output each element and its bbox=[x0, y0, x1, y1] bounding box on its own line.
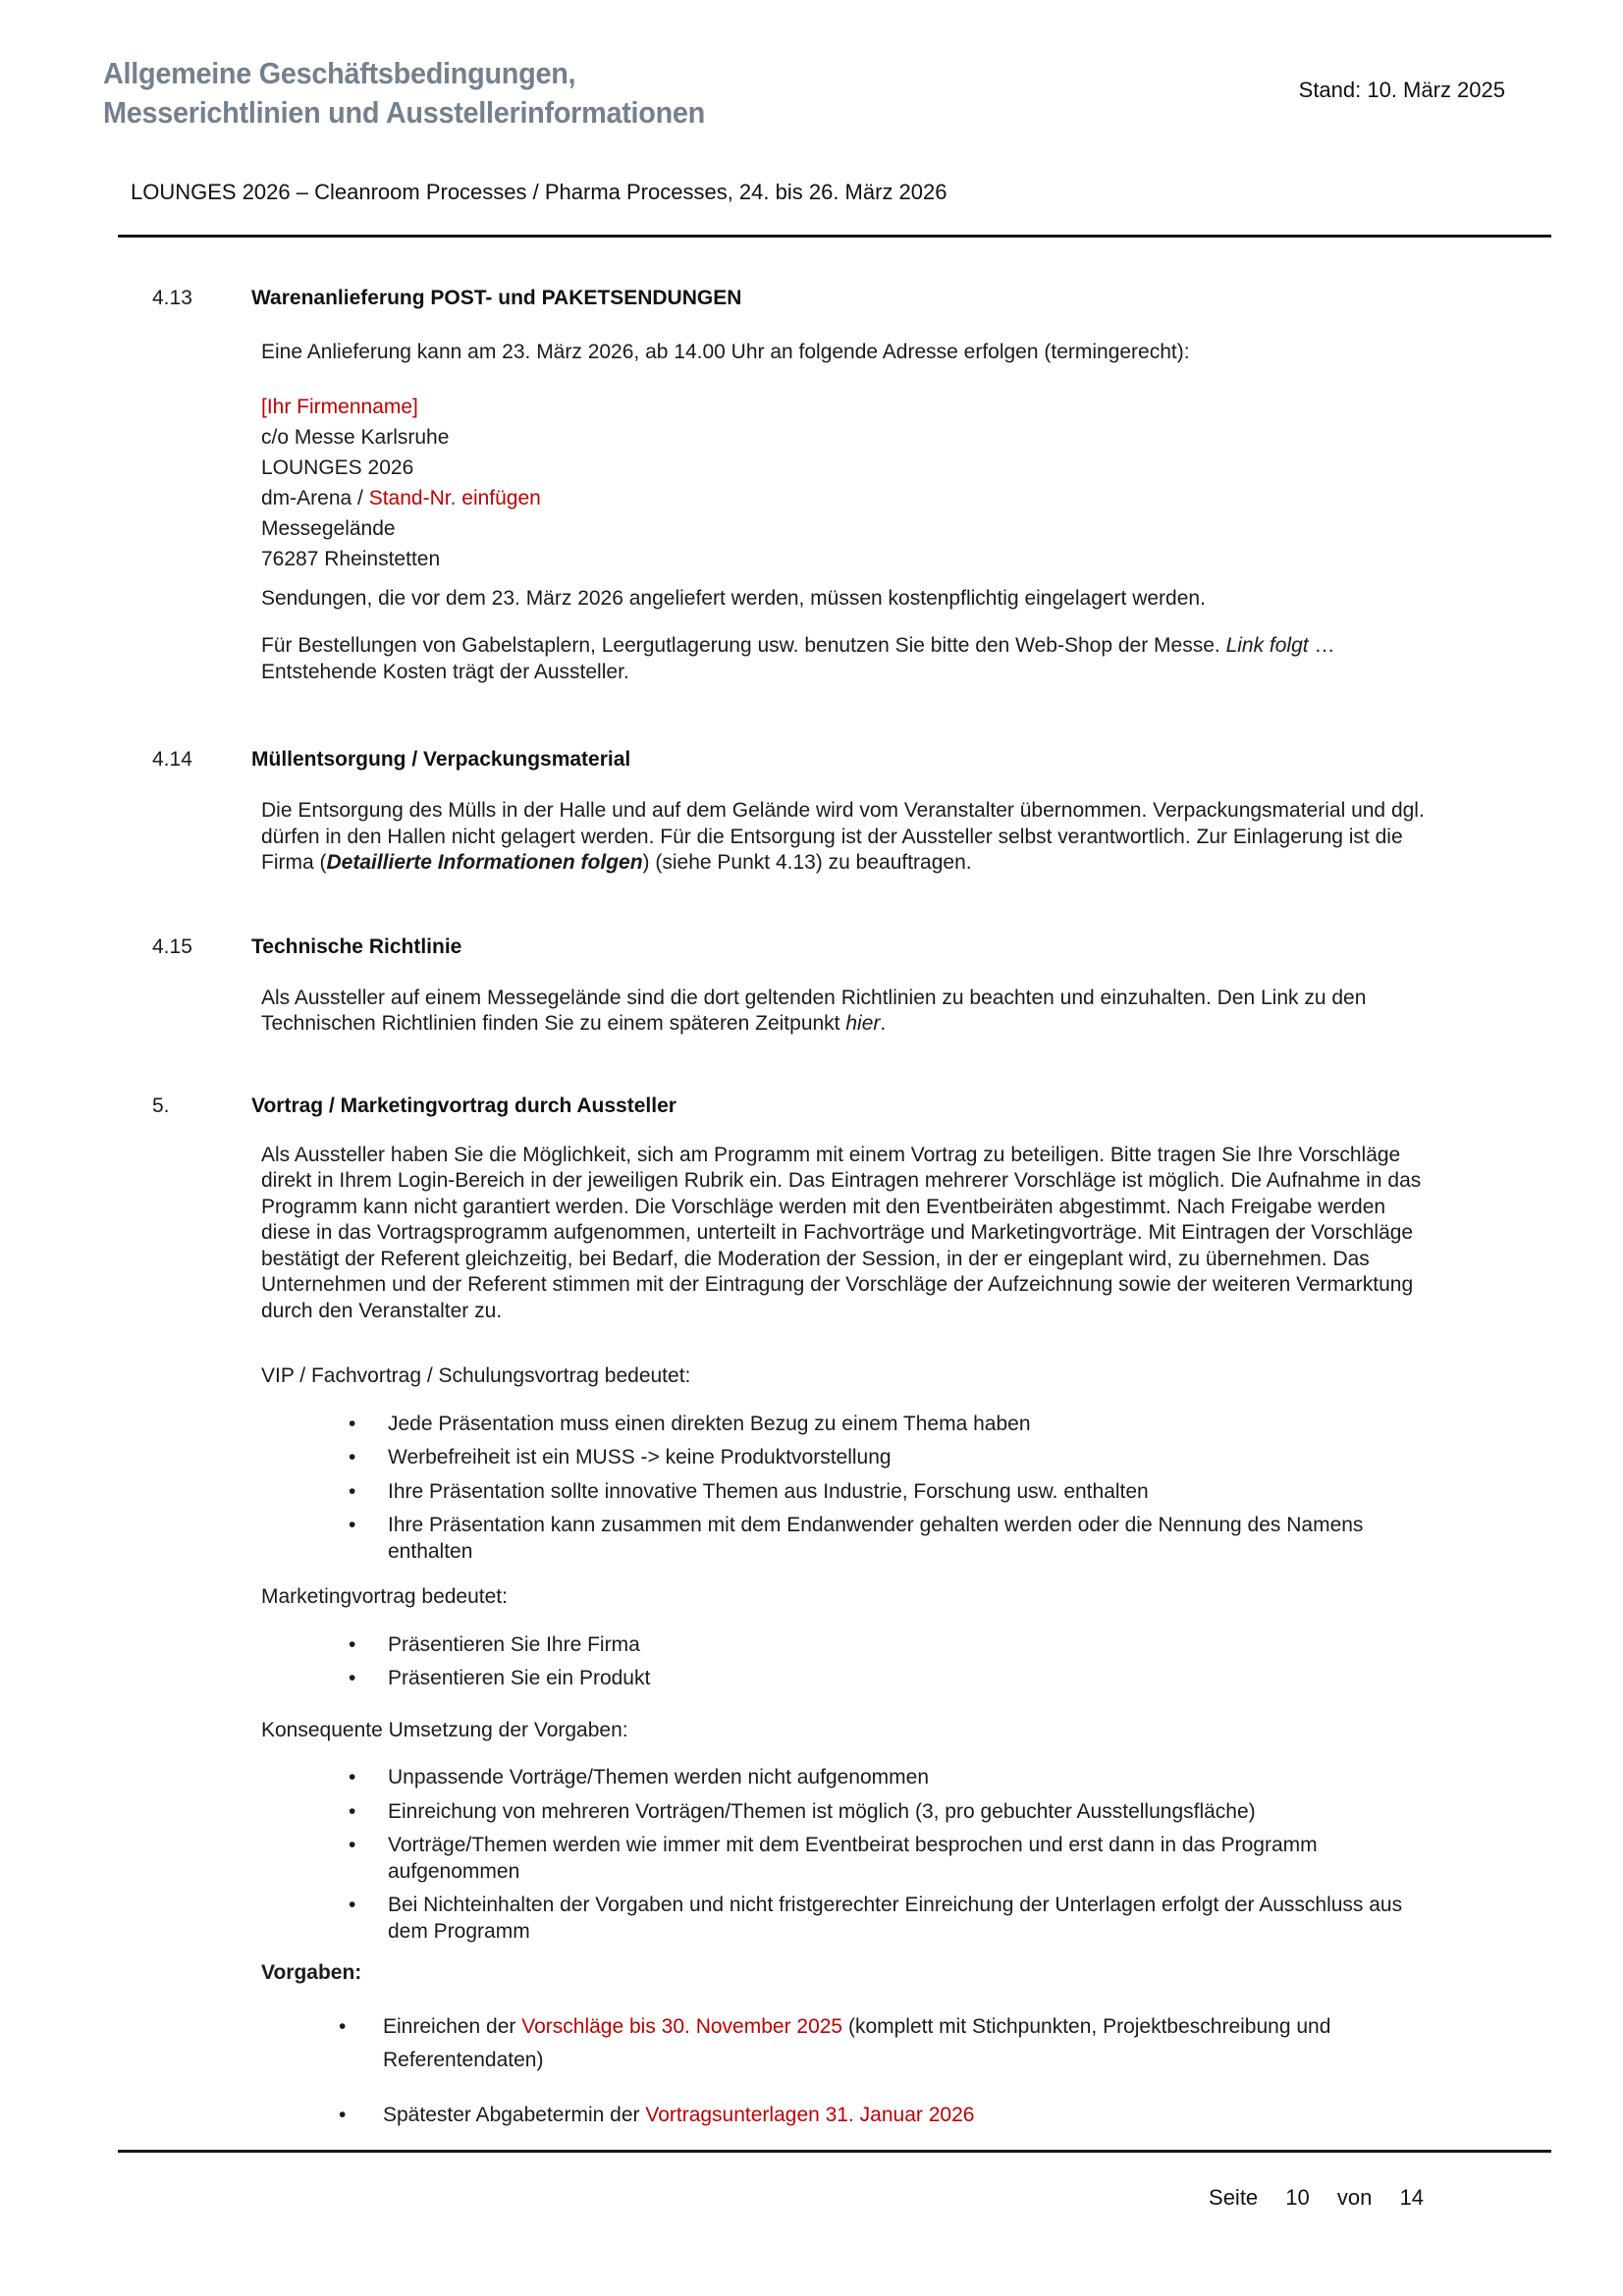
footer-page-label: Seite bbox=[1209, 2185, 1259, 2210]
title-line-1: Allgemeine Geschäftsbedingungen, bbox=[103, 56, 576, 90]
list-item: • Jede Präsentation muss einen direkten Bezug zu einem Thema haben bbox=[261, 1412, 1427, 1438]
address-line bbox=[261, 483, 1427, 513]
document-body bbox=[152, 285, 1427, 2132]
list-item bbox=[261, 2010, 1427, 2077]
list-item: • Präsentieren Sie Ihre Firma bbox=[261, 1632, 1427, 1659]
list-item bbox=[261, 2099, 1427, 2132]
address-line: 76287 Rheinstetten bbox=[261, 547, 441, 570]
umsetzung-bullet-list bbox=[261, 1765, 1427, 1945]
footer-page-number: 10 bbox=[1285, 2185, 1310, 2210]
address-line: c/o Messe Karlsruhe bbox=[261, 425, 450, 449]
list-item: • Ihre Präsentation sollte innovative Themen aus Industrie, Forschung usw. enthalten bbox=[261, 1479, 1427, 1506]
event-info-line: LOUNGES 2026 – Cleanroom Processes / Pharma Processes, 24. bis 26. März 2026 bbox=[131, 180, 947, 204]
section-body bbox=[251, 934, 1427, 1038]
title-line-2: Messerichtlinien und Ausstellerinformationen bbox=[103, 95, 706, 130]
section-number: 5. bbox=[152, 1094, 170, 1117]
bullet-text: Einreichen der bbox=[383, 2014, 522, 2038]
bullet-text: (komplett mit Stichpunkten, Projektbeschreibung und Referentendaten) bbox=[383, 2014, 1331, 2071]
section-4-13 bbox=[152, 285, 1427, 685]
section-heading: Vortrag / Marketingvortrag durch Aussteller bbox=[251, 1094, 676, 1117]
section-5 bbox=[152, 1093, 1427, 2132]
document-title bbox=[103, 54, 705, 133]
footer-divider bbox=[118, 2150, 1551, 2153]
section-number: 4.13 bbox=[152, 287, 192, 309]
section-heading: Technische Richtlinie bbox=[251, 934, 462, 958]
list-item: • Vorträge/Themen werden wie immer mit dem Eventbeirat besprochen und erst dann in das Programm aufgenommen bbox=[261, 1833, 1427, 1885]
paragraph-text: Als Aussteller auf einem Messegelände sind die dort geltenden Richtlinien zu beachten und einzuhalten. Den Link zu den Technischen Richtlinien finden Sie zu einem späteren Zeitpunkt bbox=[261, 986, 1367, 1035]
paragraph: Als Aussteller haben Sie die Möglichkeit, sich am Programm mit einem Vortrag zu beteiligen. Bitte tragen Sie Ihre Vorschläge direkt in Ihrem Login-Bereich in der jeweiligen Rubrik ein. Das Eintragen mehrerer Vorschläge ist möglich. Die Aufnahme in das Programm kann nicht garantiert werden. Die Vorschläge werden mit den Eventbeiräten abgestimmt. Nach Freigabe werden diese in das Vortragsprogramm aufgenommen, unterteilt in Fachvorträge und Marketingvorträge. Mit Eintragen der Vorschläge bestätigt der Referent gleichzeitig, bei Bedarf, die Moderation der Session, in der er eingeplant wird, zu übernehmen. Das Unternehmen und der Referent stimmen mit der Eintragung der Vorschläge der Aufzeichnung sowie der weiteren Vermarktung durch den Veranstalter zu. bbox=[261, 1143, 1422, 1322]
vorgaben-label: Vorgaben: bbox=[261, 1961, 362, 1984]
list-item: • Bei Nichteinhalten der Vorgaben und nicht fristgerechter Einreichung der Unterlagen erfolgt der Ausschluss aus dem Programm bbox=[261, 1893, 1427, 1945]
section-body bbox=[251, 746, 1427, 877]
list-item: • Einreichung von mehreren Vorträgen/Themen ist möglich (3, pro gebuchter Ausstellungsfläche) bbox=[261, 1799, 1427, 1826]
section-4-15 bbox=[152, 934, 1427, 1038]
paragraph bbox=[261, 798, 1427, 877]
paragraph-text: Für Bestellungen von Gabelstaplern, Leergutlagerung usw. benutzen Sie bitte den Web-Shop der Messe. bbox=[261, 634, 1226, 657]
link-follows-note: Link folgt bbox=[1225, 634, 1309, 657]
link-here-note: hier bbox=[845, 1012, 881, 1035]
list-item: • Präsentieren Sie ein Produkt bbox=[261, 1666, 1427, 1692]
marketing-bullet-list bbox=[261, 1632, 1427, 1692]
section-heading: Müllentsorgung / Verpackungsmaterial bbox=[251, 748, 631, 771]
list-item: • Unpassende Vorträge/Themen werden nicht aufgenommen bbox=[261, 1765, 1427, 1791]
vip-list-label: VIP / Fachvortrag / Schulungsvortrag bedeutet: bbox=[261, 1364, 691, 1387]
paragraph: Eine Anlieferung kann am 23. März 2026, ab 14.00 Uhr an folgende Adresse erfolgen (termingerecht): bbox=[261, 341, 1190, 363]
vorgaben-bullet-list bbox=[261, 2010, 1427, 2132]
address-booth-placeholder: Stand-Nr. einfügen bbox=[368, 486, 541, 509]
section-number: 4.15 bbox=[152, 934, 192, 958]
paragraph-text: … Entstehende Kosten trägt der Aussteller. bbox=[261, 634, 1335, 683]
version-date: Stand: 10. März 2025 bbox=[1298, 78, 1505, 102]
address-hall: dm-Arena / bbox=[261, 486, 369, 509]
section-number: 4.14 bbox=[152, 748, 192, 771]
list-item: • Werbefreiheit ist ein MUSS -> keine Produktvorstellung bbox=[261, 1445, 1427, 1471]
document-header bbox=[103, 54, 1505, 133]
section-4-14 bbox=[152, 746, 1427, 877]
paragraph: Sendungen, die vor dem 23. März 2026 angeliefert werden, müssen kostenpflichtig eingelagert werden. bbox=[261, 586, 1206, 610]
vip-bullet-list bbox=[261, 1412, 1427, 1566]
section-heading: Warenanlieferung POST- und PAKETSENDUNGEN bbox=[251, 287, 742, 309]
deadline-proposals: Vorschläge bis 30. November 2025 bbox=[521, 2014, 843, 2038]
paragraph bbox=[261, 986, 1427, 1038]
details-follow-note: Detaillierte Informationen folgen bbox=[326, 851, 643, 874]
address-line: LOUNGES 2026 bbox=[261, 455, 414, 479]
section-body bbox=[251, 1093, 1427, 2132]
paragraph-text: ) (siehe Punkt 4.13) zu beauftragen. bbox=[642, 851, 972, 874]
section-body bbox=[251, 285, 1427, 685]
paragraph-text: . bbox=[880, 1012, 887, 1035]
footer-page-total: 14 bbox=[1399, 2185, 1424, 2210]
footer-of-label: von bbox=[1336, 2185, 1373, 2210]
list-item: • Ihre Präsentation kann zusammen mit dem Endanwender gehalten werden oder die Nennung des Namens enthalten bbox=[261, 1513, 1427, 1565]
address-line: Messegelände bbox=[261, 516, 396, 540]
deadline-documents: Vortragsunterlagen 31. Januar 2026 bbox=[645, 2103, 975, 2126]
header-divider bbox=[118, 235, 1551, 238]
bullet-text: Spätester Abgabetermin der bbox=[383, 2103, 646, 2126]
umsetzung-list-label: Konsequente Umsetzung der Vorgaben: bbox=[261, 1718, 628, 1741]
paragraph-text: Die Entsorgung des Mülls in der Halle und auf dem Gelände wird vom Veranstalter übernommen. Verpackungsmaterial und dgl. dürfen in den Hallen nicht gelagert werden. Für die Entsorgung ist der Aussteller selbst verantwortlich. Zur Einlagerung ist die Firma ( bbox=[261, 799, 1425, 874]
address-company-placeholder: [Ihr Firmenname] bbox=[261, 395, 418, 418]
delivery-address-block bbox=[261, 392, 1427, 574]
page-footer bbox=[1209, 2185, 1424, 2211]
paragraph bbox=[261, 633, 1427, 685]
marketing-list-label: Marketingvortrag bedeutet: bbox=[261, 1585, 508, 1608]
